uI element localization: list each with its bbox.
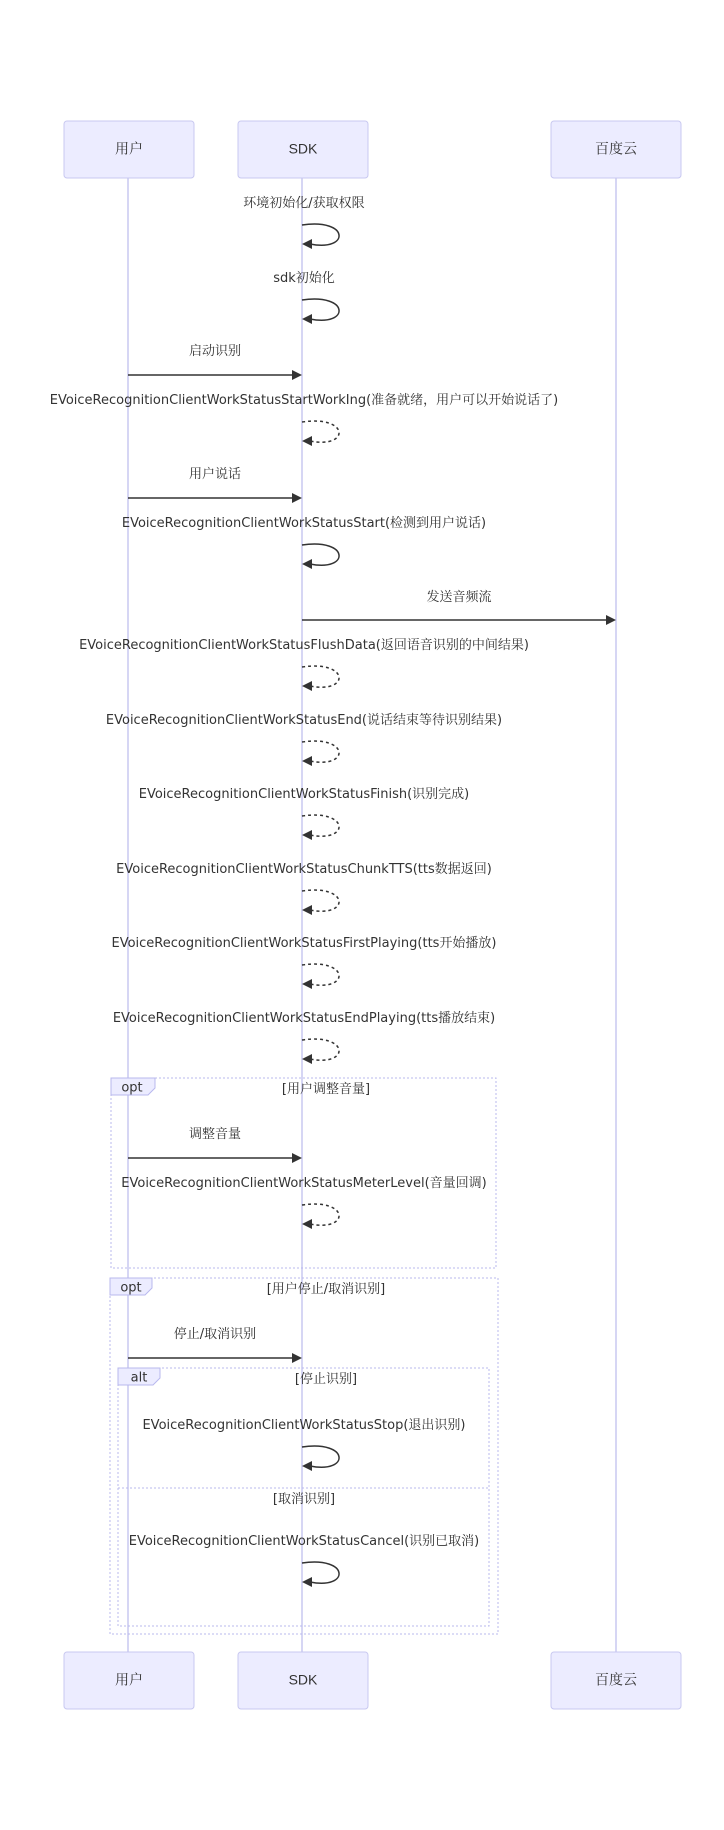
actor-sdk-bottom[interactable] [238,1652,368,1709]
message-label: 调整音量 [188,1127,242,1142]
message-flush-data [79,637,529,691]
actor-cloud-bottom[interactable] [551,1652,681,1709]
message-sdk-init [273,271,339,324]
message-label: 停止/取消识别 [173,1327,257,1342]
message-label: EVoiceRecognitionClientWorkStatusFlushData(返回语音识别的中间结果) [79,638,529,653]
message-status-start [122,515,486,569]
actor-label: 用户 [115,1671,143,1688]
message-meter-level [121,1176,486,1229]
actor-user-bottom[interactable] [64,1652,194,1709]
message-chunk-tts [116,861,492,915]
message-label: EVoiceRecognitionClientWorkStatusEndPlaying(tts播放结束) [112,1011,496,1026]
actor-label: 百度云 [595,140,637,157]
message-label: EVoiceRecognitionClientWorkStatusCancel(识别已取消) [128,1534,480,1549]
message-status-finish [139,786,470,840]
opt-frame-stop-cancel [110,1278,498,1634]
message-label: 发送音频流 [426,590,492,605]
message-label: sdk初始化 [273,271,335,286]
actor-label: SDK [288,140,318,157]
message-label: 启动识别 [188,344,242,359]
message-start-working [50,392,559,446]
message-label: 环境初始化/获取权限 [243,196,365,211]
message-label: EVoiceRecognitionClientWorkStatusChunkTTS(tts数据返回) [116,862,492,877]
message-label: 用户说话 [188,467,242,482]
message-send-audio [302,589,616,625]
message-env-init [243,195,364,249]
actor-sdk-top[interactable] [238,121,368,178]
message-label: EVoiceRecognitionClientWorkStatusMeterLevel(音量回调) [121,1176,487,1191]
frame-condition: [用户调整音量] [281,1082,371,1097]
message-user-speak [128,467,302,503]
frame-keyword: opt [121,1080,143,1096]
actor-cloud-top[interactable] [551,121,681,178]
message-label: EVoiceRecognitionClientWorkStatusFirstPlaying(tts开始播放) [111,936,497,951]
alt-frame [118,1368,489,1626]
actor-label: 百度云 [595,1671,637,1688]
message-end-playing [113,1010,495,1064]
message-first-playing [111,935,496,989]
frame-keyword: alt [130,1370,148,1386]
frame-keyword: opt [120,1280,142,1296]
message-start-recognition [128,343,302,380]
message-stop-cancel [128,1326,302,1363]
frame-condition: [停止识别] [294,1372,358,1387]
actor-label: 用户 [115,140,143,157]
message-status-stop [142,1417,465,1471]
frame-condition: [用户停止/取消识别] [266,1282,386,1297]
actor-label: SDK [288,1671,318,1688]
message-adjust-volume [128,1126,302,1163]
message-label: EVoiceRecognitionClientWorkStatusStartWorkIng(准备就绪，用户可以开始说话了) [49,393,559,408]
actor-user-top[interactable] [64,121,194,178]
message-label: EVoiceRecognitionClientWorkStatusFinish(识别完成) [138,787,470,802]
message-status-end [106,712,502,766]
message-label: EVoiceRecognitionClientWorkStatusStop(退出识别) [142,1418,466,1433]
message-status-cancel [129,1533,480,1587]
frame-else-condition: [取消识别] [272,1492,336,1507]
message-label: EVoiceRecognitionClientWorkStatusStart(检测到用户说话) [121,516,487,531]
message-label: EVoiceRecognitionClientWorkStatusEnd(说话结束等待识别结果) [105,713,503,728]
opt-frame-volume [111,1078,496,1268]
